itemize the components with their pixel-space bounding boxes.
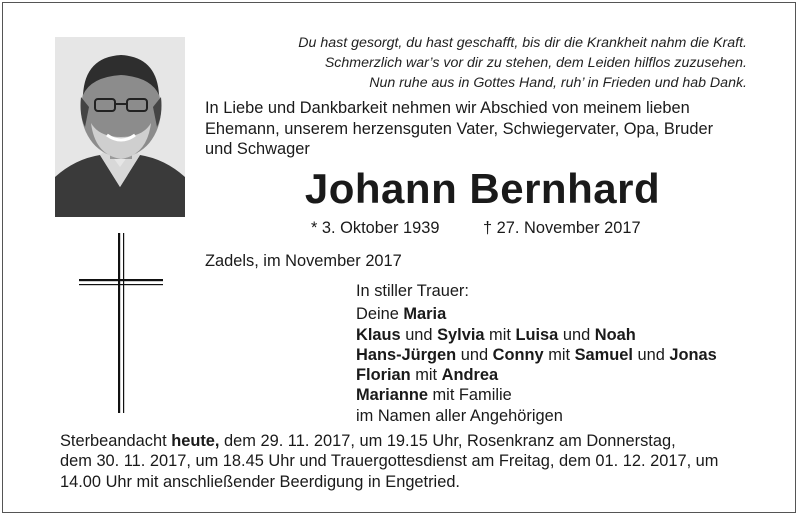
mourner-line (356, 365, 776, 385)
mourner-name: Hans-Jürgen (356, 345, 457, 364)
poem-line: Du hast gesorgt, du hast geschafft, bis dir die Krankheit nahm die Kraft. (298, 35, 747, 51)
place-date: Zadels, im November 2017 (205, 252, 402, 270)
text: und (632, 345, 670, 364)
intro-text (205, 98, 760, 160)
mourner-name: Luisa (515, 325, 559, 344)
service-line (60, 431, 760, 451)
text: und (400, 325, 438, 344)
mourner-name: Conny (492, 345, 544, 364)
text: Sterbeandacht (60, 432, 172, 450)
mourner-line (356, 345, 776, 365)
intro-line: und Schwager (205, 140, 310, 158)
mourner-name: Jonas (669, 345, 717, 364)
text: mit (484, 325, 516, 344)
mourner-name: Noah (594, 325, 636, 344)
text: mit (410, 366, 442, 385)
portrait-photo (55, 37, 185, 217)
poem-line: Nun ruhe aus in Gottes Hand, ruh’ in Frieden und hab Dank. (369, 75, 747, 91)
text: Deine (356, 305, 404, 324)
service-info (60, 431, 760, 492)
birth-date: * 3. Oktober 1939 (311, 219, 440, 237)
mourner-line (356, 325, 776, 345)
poem (227, 33, 747, 93)
text: und (558, 325, 595, 344)
intro-line: In Liebe und Dankbarkeit nehmen wir Abschied von meinem lieben (205, 99, 690, 117)
cross-icon (79, 233, 163, 413)
service-line: 14.00 Uhr mit anschließender Beerdigung in Engetried. (60, 472, 460, 491)
poem-line: Schmerzlich war’s vor dir zu stehen, dem Leiden hilflos zuzusehen. (324, 55, 747, 71)
mourner-name: Klaus (356, 325, 401, 344)
mourner-line: im Namen aller Angehörigen (356, 406, 563, 425)
mourner-name: Sylvia (437, 325, 485, 344)
death-date: † 27. November 2017 (483, 219, 641, 237)
text: und (456, 345, 493, 364)
service-line: dem 30. 11. 2017, um 18.45 Uhr und Trauergottesdienst am Freitag, dem 01. 12. 2017, um (60, 452, 719, 471)
intro-line: Ehemann, unserem herzensguten Vater, Schwiegervater, Opa, Bruder (205, 119, 714, 138)
text: dem 29. 11. 2017, um 19.15 Uhr, Rosenkranz am Donnerstag, (219, 432, 676, 450)
mourner-name: Maria (403, 305, 447, 324)
mourner-line (356, 385, 776, 405)
mourner-name: Marianne (356, 386, 428, 405)
mourners-list (356, 281, 776, 426)
emphasis: heute, (171, 432, 220, 450)
mourners-heading: In stiller Trauer: (356, 282, 469, 300)
mourner-name: Florian (356, 366, 411, 385)
deceased-name: Johann Bernhard (304, 165, 661, 212)
text: mit Familie (427, 386, 512, 405)
text: mit (543, 345, 575, 364)
mourner-line (356, 304, 776, 324)
mourner-name: Samuel (574, 345, 633, 364)
obituary-card (2, 2, 796, 513)
mourner-name: Andrea (441, 366, 499, 385)
